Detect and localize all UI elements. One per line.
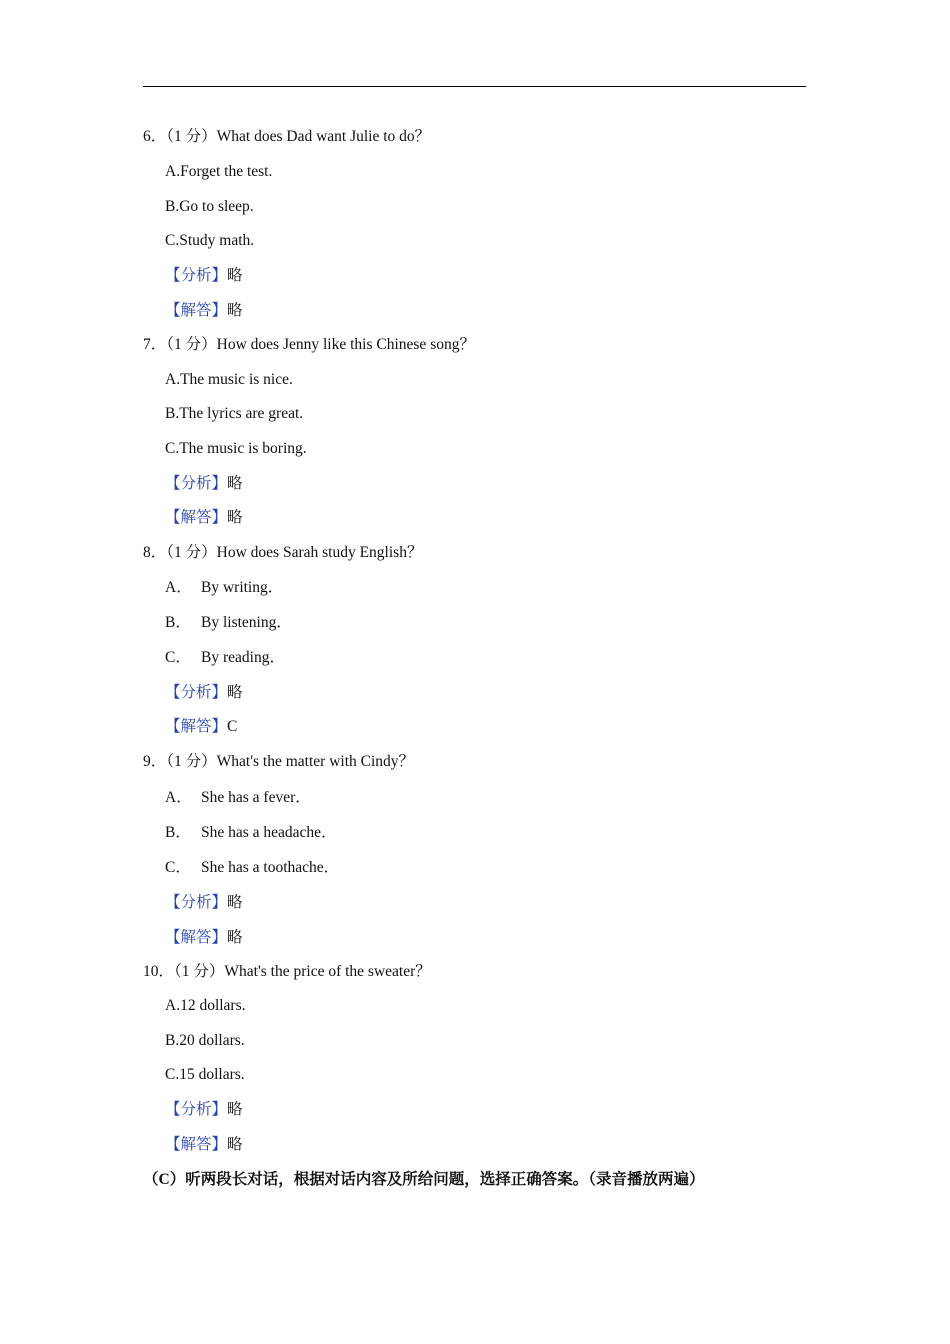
analysis-text: 略 xyxy=(227,475,243,492)
answer-tag: 【解答】 xyxy=(165,1136,228,1153)
question-10 xyxy=(143,962,431,982)
option-a: A.12 dollars. xyxy=(165,997,246,1014)
answer-tag: 【解答】 xyxy=(165,718,228,735)
answer-tag: 【解答】 xyxy=(165,302,228,319)
question-text: What's the matter with Cindy？ xyxy=(216,753,415,770)
question-number: 7． xyxy=(143,336,167,353)
answer-line xyxy=(165,928,243,948)
question-7 xyxy=(143,335,475,355)
option-text: By writing． xyxy=(201,579,284,596)
question-text: What does Dad want Julie to do？ xyxy=(216,128,431,145)
option-b: B.Go to sleep. xyxy=(165,198,254,215)
option-a: A.The music is nice. xyxy=(165,371,293,388)
answer-line xyxy=(165,508,243,528)
analysis-text: 略 xyxy=(227,267,243,284)
analysis-line xyxy=(165,1100,243,1120)
option-a: A.Forget the test. xyxy=(165,163,273,180)
option-letter: B． xyxy=(165,614,191,631)
option-text: She has a toothache． xyxy=(201,859,340,876)
option-text: She has a fever． xyxy=(201,789,311,806)
question-text: What's the price of the sweater？ xyxy=(224,963,431,980)
option-letter: A． xyxy=(165,579,192,596)
option-c: C.15 dollars. xyxy=(165,1066,245,1083)
question-9 xyxy=(143,752,414,772)
answer-tag: 【解答】 xyxy=(165,509,228,526)
option-a xyxy=(165,788,311,808)
answer-text: C xyxy=(227,718,238,735)
analysis-tag: 【分析】 xyxy=(165,475,228,492)
option-c: C.The music is boring. xyxy=(165,440,307,457)
answer-line xyxy=(165,717,237,737)
option-b xyxy=(165,823,337,843)
question-score: （1 分） xyxy=(166,544,217,561)
analysis-line xyxy=(165,474,243,494)
answer-text: 略 xyxy=(227,929,243,946)
question-6 xyxy=(143,127,430,147)
answer-tag: 【解答】 xyxy=(165,929,228,946)
question-score: （1 分） xyxy=(166,336,217,353)
option-text: By listening． xyxy=(201,614,292,631)
analysis-line xyxy=(165,266,243,286)
question-number: 8． xyxy=(143,544,167,561)
answer-text: 略 xyxy=(227,509,243,526)
option-c xyxy=(165,858,339,878)
option-letter: A． xyxy=(165,789,192,806)
question-score: （1 分） xyxy=(166,128,217,145)
question-score: （1 分） xyxy=(166,753,217,770)
option-c xyxy=(165,648,285,668)
option-letter: C． xyxy=(165,649,191,666)
analysis-text: 略 xyxy=(227,1101,243,1118)
analysis-tag: 【分析】 xyxy=(165,684,228,701)
option-a xyxy=(165,578,283,598)
option-b xyxy=(165,613,292,633)
option-c: C.Study math. xyxy=(165,232,255,249)
question-number: 10． xyxy=(143,963,175,980)
option-text: She has a headache． xyxy=(201,824,337,841)
answer-text: 略 xyxy=(227,1136,243,1153)
option-b: B.20 dollars. xyxy=(165,1032,245,1049)
analysis-tag: 【分析】 xyxy=(165,1101,228,1118)
analysis-line xyxy=(165,683,243,703)
header-rule xyxy=(143,86,806,87)
question-number: 9． xyxy=(143,753,167,770)
answer-text: 略 xyxy=(227,302,243,319)
answer-line xyxy=(165,1135,243,1155)
section-c-title: （C）听两段长对话，根据对话内容及所给问题，选择正确答案。（录音播放两遍） xyxy=(143,1171,705,1188)
question-text: How does Sarah study English？ xyxy=(216,544,423,561)
analysis-tag: 【分析】 xyxy=(165,894,228,911)
option-b: B.The lyrics are great. xyxy=(165,405,304,422)
answer-line xyxy=(165,301,243,321)
option-letter: B． xyxy=(165,824,191,841)
question-number: 6． xyxy=(143,128,167,145)
option-letter: C． xyxy=(165,859,191,876)
question-8 xyxy=(143,543,422,563)
question-score: （1 分） xyxy=(174,963,225,980)
analysis-text: 略 xyxy=(227,894,243,911)
question-text: How does Jenny like this Chinese song？ xyxy=(216,336,475,353)
option-text: By reading． xyxy=(201,649,285,666)
analysis-tag: 【分析】 xyxy=(165,267,228,284)
analysis-text: 略 xyxy=(227,684,243,701)
analysis-line xyxy=(165,893,243,913)
